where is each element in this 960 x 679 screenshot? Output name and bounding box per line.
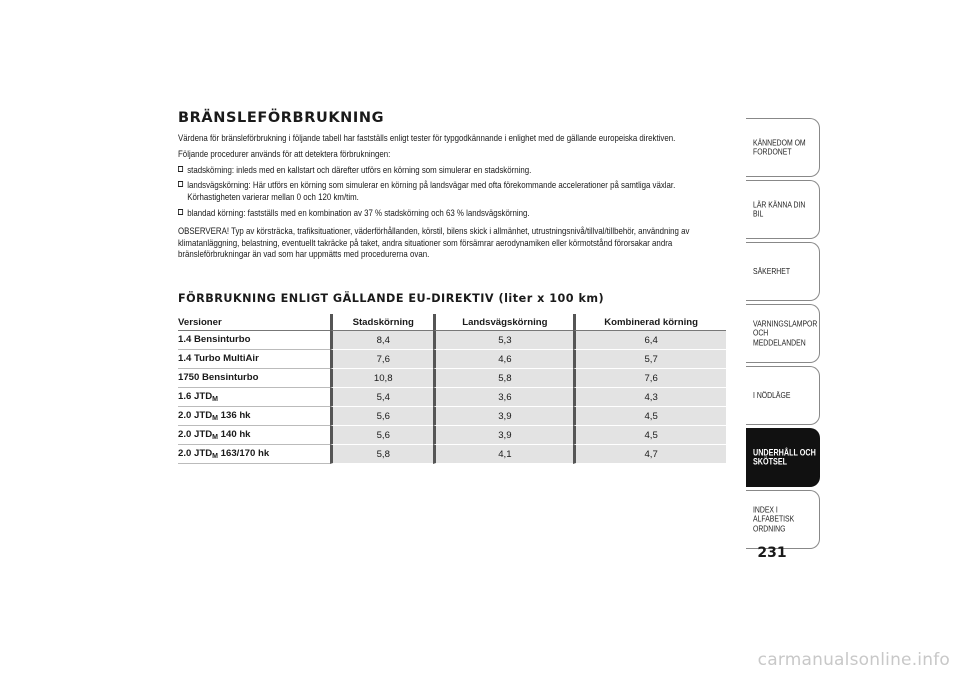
list-item-text: landsvägskörning: Här utförs en körning som simulerar en körning på landsvägar med ofta förekommande accelerationer på samtliga växlar. Körhastigheten varierar mellan 0 och 120 km/tim. [187,179,676,203]
city-value: 8,4 [330,331,433,350]
header-combined: Kombinerad körning [573,314,726,331]
table-row [178,445,726,464]
main-content [178,110,726,264]
highway-value: 3,9 [433,407,573,426]
city-value: 10,8 [330,369,433,388]
version-name: 1750 Bensinturbo [178,372,259,383]
version-label [178,331,330,350]
list-item [178,179,725,203]
consumption-table [178,314,726,464]
version-name: 1.4 Turbo MultiAir [178,353,259,364]
version-name: 1.4 Bensinturbo [178,334,251,345]
watermark: carmanualsonline.info [757,650,950,670]
city-value: 5,6 [330,426,433,445]
highway-value: 4,6 [433,350,573,369]
combined-value: 4,5 [573,426,726,445]
chapter-tab-6[interactable] [746,428,820,487]
section-title: BRÄNSLEFÖRBRUKNING [178,110,385,126]
list-item-text: blandad körning: fastställs med en kombination av 37 % stadskörning och 63 % landsvägskörning. [187,206,530,218]
checkbox-bullet-icon [178,166,183,172]
chapter-tab-7[interactable] [746,490,820,549]
table-body [178,331,726,464]
chapter-tab-label: I NÖDLÄGE [753,389,791,400]
checkbox-bullet-icon [178,209,183,215]
version-label [178,426,330,445]
version-subscript: M [212,415,218,422]
list-item [178,207,725,219]
chapter-tab-label: KÄNNEDOM OM FORDONET [753,136,806,157]
chapter-tab-2[interactable] [746,180,820,239]
version-name: 2.0 JTD [178,448,213,459]
chapter-tab-label: UNDERHÅLL OCH SKÖTSEL [753,446,816,467]
version-name: 2.0 JTD [178,410,213,421]
header-highway: Landsvägskörning [433,314,573,331]
combined-value: 4,5 [573,407,726,426]
combined-value: 4,3 [573,388,726,407]
city-value: 5,6 [330,407,433,426]
highway-value: 5,8 [433,369,573,388]
list-item-text: stadskörning: inleds med en kallstart och därefter utförs en körning som simulerar en stadskörning. [187,163,532,175]
chapter-tab-1[interactable] [746,118,820,177]
version-subscript: M [212,434,218,441]
table-row [178,350,726,369]
checkbox-bullet-icon [178,181,183,187]
procedures-intro: Följande procedurer används för att detektera förbrukningen: [178,147,391,159]
highway-value: 4,1 [433,445,573,464]
version-subscript: M [212,453,218,460]
chapter-tabs [746,118,820,552]
version-label [178,369,330,388]
version-suffix: 140 hk [217,429,251,440]
version-name: 2.0 JTD [178,429,213,440]
version-subscript: M [212,396,218,403]
chapter-tab-3[interactable] [746,242,820,301]
combined-value: 4,7 [573,445,726,464]
page-number: 231 [757,545,787,561]
table-row [178,426,726,445]
chapter-tab-5[interactable] [746,366,820,425]
intro-paragraph: Värdena för bränsleförbrukning i följande tabell har fastställs enligt tester för typgodkännande i enlighet med de gällande europeiska direktiven. [178,132,676,143]
table-row [178,331,726,350]
version-label [178,407,330,426]
highway-value: 5,3 [433,331,573,350]
highway-value: 3,6 [433,388,573,407]
table-row [178,407,726,426]
header-city: Stadskörning [330,314,433,331]
table-title: FÖRBRUKNING ENLIGT GÄLLANDE EU-DIREKTIV (liter x 100 km) [178,292,605,305]
combined-value: 7,6 [573,369,726,388]
chapter-tab-label: INDEX I ALFABETISK ORDNING [753,504,795,534]
note-paragraph: OBSERVERA! Typ av körsträcka, trafiksituationer, väderförhållanden, körstil, bilens skick i allmänhet, utrustningsnivå/tillval/tillbehör, användning av klimatanläggning, belastning, eventuellt takräcke på taket, andra situationer som försämrar aerodynamiken eller körmotstånd förorsakar andra bränsleförbrukningar än vad som har uppmätts med procedurerna ovan. [178,224,690,260]
city-value: 5,8 [330,445,433,464]
version-label [178,445,330,464]
table-row [178,369,726,388]
version-label [178,388,330,407]
chapter-tab-label: LÄR KÄNNA DIN BIL [753,198,806,219]
version-name: 1.6 JTD [178,391,213,402]
table-header-row [178,314,726,331]
combined-value: 6,4 [573,331,726,350]
city-value: 7,6 [330,350,433,369]
procedure-list [178,164,726,219]
highway-value: 3,9 [433,426,573,445]
table-row [178,388,726,407]
version-label [178,350,330,369]
chapter-tab-4[interactable] [746,304,820,363]
combined-value: 5,7 [573,350,726,369]
list-item [178,164,725,176]
version-suffix: 136 hk [217,410,251,421]
chapter-tab-label: VARNINGSLAMPOR OCH MEDDELANDEN [753,318,818,348]
chapter-tab-label: SÄKERHET [753,265,791,276]
header-versions: Versioner [178,314,330,331]
version-suffix: 163/170 hk [217,448,270,459]
city-value: 5,4 [330,388,433,407]
